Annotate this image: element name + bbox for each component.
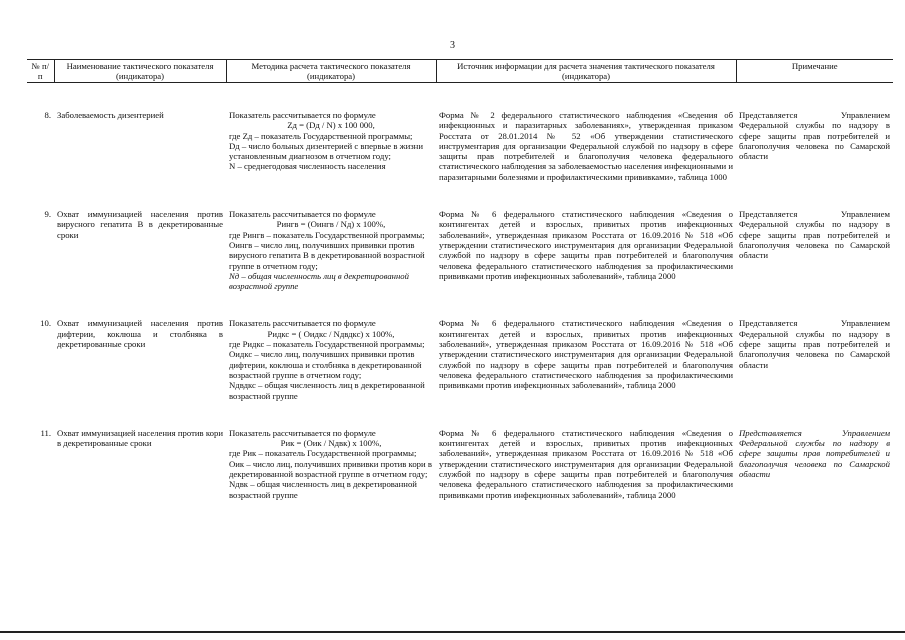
method-definition: Nд – общая численность лиц в декретированной возрастной группе — [229, 270, 409, 292]
table-row — [27, 428, 893, 500]
table-row — [27, 318, 893, 400]
row-number: 8. — [44, 110, 51, 120]
column-header-source: Источник информации для расчета значения тактического показателя (индикатора) — [436, 60, 736, 83]
calculation-method — [226, 428, 436, 500]
method-intro: Показатель рассчитывается по формуле — [229, 318, 376, 329]
method-definition: Dд – число больных дизентерией с впервые в жизни установленным диагнозом в отчетном году; — [229, 140, 423, 162]
column-header-name: Наименование тактического показателя (индикатора) — [54, 60, 226, 83]
indicator-name: Заболеваемость дизентерией — [57, 110, 164, 120]
method-formula: Zд = (Dд / N) х 100 000, — [287, 120, 375, 131]
row-number: 9. — [44, 209, 51, 220]
method-intro: Показатель рассчитывается по формуле — [229, 110, 376, 120]
column-header-method: Методика расчета тактического показателя (индикатора) — [226, 60, 436, 83]
calculation-method — [226, 318, 436, 400]
method-definition: Nдвк – общая численность лиц в декретированной возрастной группе — [229, 479, 417, 500]
information-source: Форма № 6 федерального статистического наблюдения «Сведения о контингентах детей и взрослых, привитых против инфекционных заболеваний», утвержденная приказом Росстата от 16.09.2016 № 518 «Об утверждении статистического инструментария для организации Федеральной службой по надзору в сфере защиты прав потребителей и благополучия человека федерального статистического наблюдения за профилактическими прививками против инфекционных заболеваний», таблица 2000 — [439, 318, 733, 391]
note: Представляется Управлением Федеральной службы по надзору в сфере защиты прав потребителей и благополучия человека по Самарской области — [739, 318, 890, 370]
indicator-name: Охват иммунизацией населения против кори в декретированные сроки — [57, 427, 223, 449]
calculation-method — [226, 110, 436, 182]
page-number: 3 — [450, 40, 455, 51]
column-header-note: Примечание — [736, 60, 893, 83]
table-row — [27, 209, 893, 291]
information-source: Форма № 6 федерального статистического наблюдения «Сведения о контингентах детей и взрослых, привитых против инфекционных заболеваний», утвержденная приказом Росстата от 16.09.2016 № 518 «Об утверждении статистического инструментария для организации Федеральной службой по надзору в сфере защиты прав потребителей и благополучия человека федерального статистического наблюдения за профилактическими прививками против инфекционных заболеваний», таблица 2000 — [439, 209, 733, 281]
method-definition: где Рик – показатель Государственной программы; — [229, 448, 417, 459]
information-source: Форма № 2 федерального статистического наблюдения «Сведения об инфекционных и паразитарных заболеваниях», утвержденная приказом Росстата от 28.01.2014 № 52 «Об утверждении статистического инструментария для организации Федеральной службой по надзору в сфере защиты прав потребителей и благополучия человека федерального статистического наблюдения за заболеваемостью населения инфекционными и паразитарными болезнями и профилактическими прививками», таблица 1000 — [439, 110, 733, 182]
method-intro: Показатель рассчитывается по формуле — [229, 427, 376, 438]
method-formula: Рик = (Оик / Nдвк) х 100%, — [280, 438, 382, 449]
bottom-border-line — [0, 631, 905, 633]
method-formula: Рингв = (Оингв / Nд) х 100%, — [276, 219, 386, 230]
method-definition: N – среднегодовая численность населения — [229, 161, 386, 172]
indicators-table — [27, 59, 893, 500]
method-definition: Оик – число лиц, получивших прививки против кори в декретированной возрастной группе в отчетном году; — [229, 458, 432, 480]
indicator-name: Охват иммунизацией населения против вирусного гепатита В в декретированные сроки — [57, 209, 223, 240]
method-definition: где Рингв – показатель Государственной программы; — [229, 229, 425, 240]
row-number: 11. — [40, 427, 51, 438]
calculation-method — [226, 209, 436, 291]
method-definition: Оингв – число лиц, получивших прививки против вирусного гепатита В в декретированной возрастной группе в отчетном году; — [229, 239, 425, 271]
row-number: 10. — [40, 318, 51, 329]
method-definition: Оидкс – число лиц, получивших прививки против дифтерии, коклюша и столбняка в декретированной возрастной группе в отчетном году; — [229, 349, 422, 380]
method-definition: где Ридкс – показатель Государственной программы; — [229, 339, 425, 350]
table-header-row — [27, 60, 893, 83]
method-formula: Ридкс = ( Оидкс / Nдвдкс) х 100%, — [267, 328, 395, 339]
method-definition: Nдвдкс – общая численность лиц в декретированной возрастной группе — [229, 380, 425, 401]
note: Представляется Управлением Федеральной службы по надзору в сфере защиты прав потребителей и благополучия человека по Самарской области — [739, 110, 890, 162]
note: Представляется Управлением Федеральной службы по надзору в сфере защиты прав потребителей и благополучия человека по Самарской области — [739, 427, 890, 480]
table-row — [27, 110, 893, 182]
method-intro: Показатель рассчитывается по формуле — [229, 209, 376, 220]
column-header-number: № п/п — [27, 60, 54, 83]
indicator-name: Охват иммунизацией населения против дифтерии, коклюша и столбняка в декретированные сроки — [57, 318, 223, 350]
information-source: Форма № 6 федерального статистического наблюдения «Сведения о контингентах детей и взрослых, привитых против инфекционных заболеваний», утвержденная приказом Росстата от 16.09.2016 № 518 «Об утверждении статистического инструментария для организации Федеральной службой по надзору в сфере защиты прав потребителей и благополучия человека федерального статистического наблюдения за профилактическими прививками против инфекционных заболеваний», таблица 2000 — [439, 427, 733, 500]
method-definition: где Zд – показатель Государственной программы; — [229, 130, 413, 141]
note: Представляется Управлением Федеральной службы по надзору в сфере защиты прав потребителей и благополучия человека по Самарской области — [739, 209, 890, 261]
